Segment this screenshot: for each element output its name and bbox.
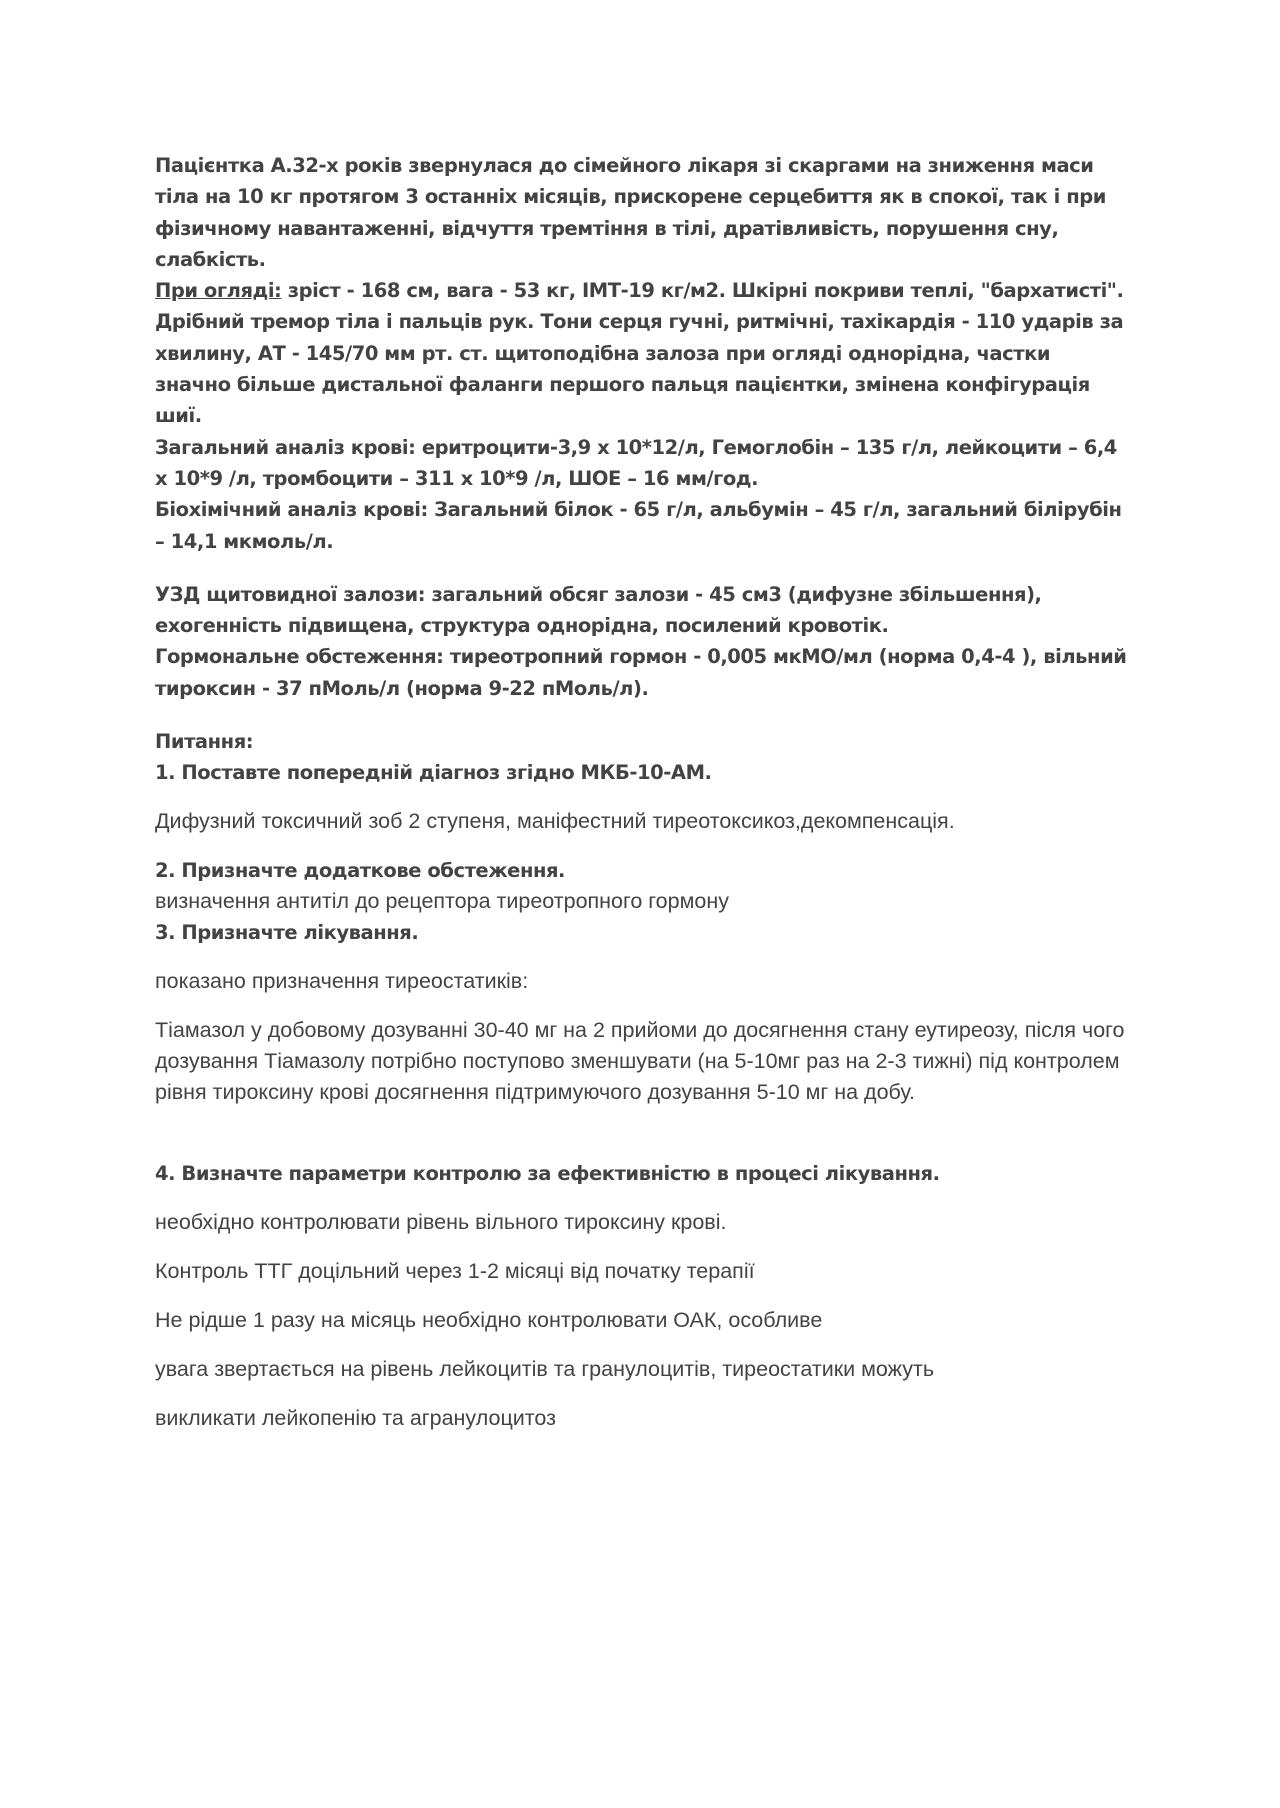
spacer [155,948,1130,966]
exam-text: зріст - 168 см, вага - 53 кг, ІМТ-19 кг/м2. Шкірні покриви теплі, "бархатисті". Дрібний тремор тіла і пальців рук. Тони серця гучні, ритмічні, тахікардія - 110 ударів за хвилину, АТ - 145/70 мм рт. ст. щитоподібна залоза при огляді однорідна, частки значно більше дистальної фаланги першого пальця пацієнтки, змінена конфігурація шиї. [155,279,1124,428]
answer-2: визначення антитіл до рецептора тиреотропного гормону [155,889,729,914]
answer-3-intro: показано призначення тиреостатиків: [155,969,529,994]
answer-3-detail: Тіамазол у добовому дозуванні 30-40 мг на 2 прийоми до досягнення стану еутиреозу, після чого дозування Тіамазолу потрібно поступово зменшувати (на 5-10мг раз на 2-3 тижні) під контролем рівня тироксину крові досягнення підтримуючого дозування 5-10 мг на добу. [155,1018,1125,1105]
blood-general-paragraph: Загальний аналіз крові: еритроцити-3,9 х 10*12/л, Гемоглобін – 135 г/л, лейкоцити – 6,4 х 10*9 /л, тромбоцити – 311 х 10*9 /л, ШОЕ – 16 мм/год. [155,435,1117,490]
spacer [155,704,1130,726]
case-description [155,150,1130,704]
exam-label: При огляді: [155,279,282,303]
answer-4-line-2: Контроль ТТГ доцільний через 1-2 місяці від початку терапії [155,1259,755,1284]
spacer [155,1189,1130,1207]
question-1: 1. Поставте попередній діагноз згідно МКБ-10-АМ. [155,761,712,785]
spacer [155,1108,1130,1158]
questions-heading: Питання: [155,730,254,754]
spacer [155,557,1130,579]
question-4: 4. Визначте параметри контролю за ефективністю в процесі лікування. [155,1162,940,1186]
spacer [155,788,1130,806]
question-2: 2. Призначте додаткове обстеження. [155,859,566,883]
spacer [155,1336,1130,1354]
complaint-paragraph: Пацієнтка А.32-х років звернулася до сімейного лікаря зі скаргами на зниження маси тіла на 10 кг протягом 3 останніх місяців, прискорене серцебиття як в спокої, так і при фізичному навантаженні, відчуття тремтіння в тілі, дратівливість, порушення сну, слабкість. [155,154,1106,271]
exam-paragraph [155,275,1130,431]
answer-4-line-3: Не рідше 1 разу на місяць необхідно контролювати ОАК, особливе [155,1308,823,1333]
spacer [155,1287,1130,1305]
ultrasound-paragraph: УЗД щитовидної залози: загальний обсяг залози - 45 см3 (дифузне збільшення), ехогенність підвищена, структура однорідна, посилений кровотік. [155,582,1042,638]
answer-1: Дифузний токсичний зоб 2 ступеня, маніфестний тиреотоксикоз,декомпенсація. [155,809,955,834]
spacer [155,1385,1130,1403]
question-3: 3. Призначте лікування. [155,921,419,945]
document-page [155,150,1130,1434]
hormones-paragraph: Гормональне обстеження: тиреотропний гормон - 0,005 мкМО/мл (норма 0,4-4 ), вільний тироксин - 37 пМоль/л (норма 9-22 пМоль/л). [155,645,1127,700]
blood-biochem-paragraph: Біохімічний аналіз крові: Загальний білок - 65 г/л, альбумін – 45 г/л, загальний білірубін – 14,1 мкмоль/л. [155,498,1122,553]
spacer [155,837,1130,855]
answer-4-line-5: викликати лейкопенію та агранулоцитоз [155,1406,556,1431]
spacer [155,1238,1130,1256]
answer-4-line-1: необхідно контролювати рівень вільного тироксину крові. [155,1210,727,1235]
answer-4-line-4: увага звертається на рівень лейкоцитів та гранулоцитів, тиреостатики можуть [155,1357,935,1382]
spacer [155,997,1130,1015]
